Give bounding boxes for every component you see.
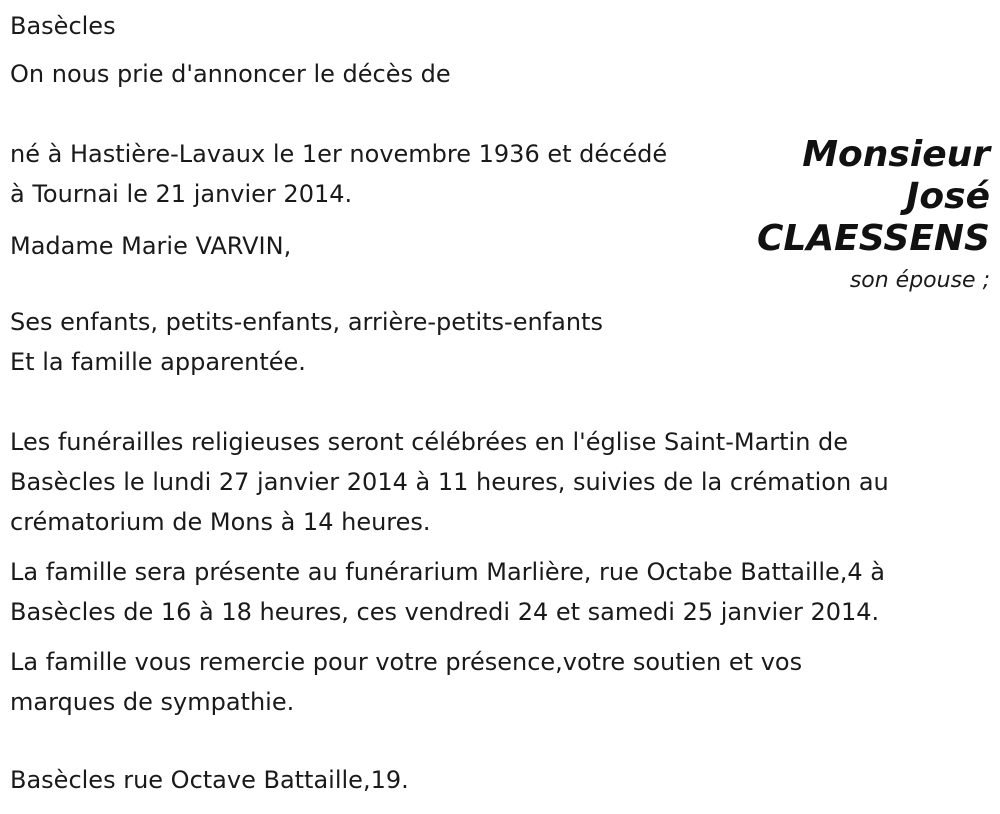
funeral-line-3: crématorium de Mons à 14 heures. [10,508,431,536]
thanks-line-1: La famille vous remercie pour votre présence,votre soutien et vos [10,648,803,676]
thanks-line-2: marques de sympathie. [10,688,295,716]
deceased-last-name: CLAESSENS [756,218,990,259]
funeral-line-2: Basècles le lundi 27 janvier 2014 à 11 heures, suivies de la crémation au [10,468,889,496]
birth-death-line-2: à Tournai le 21 janvier 2014. [10,180,353,208]
intro-text: On nous prie d'annoncer le décès de [10,60,451,88]
visitation-line-1: La famille sera présente au funérarium Marlière, rue Octabe Battaille,4 à [10,558,886,586]
deceased-first-name: José [906,176,990,217]
address-line: Basècles rue Octave Battaille,19. [10,766,409,794]
family-line-1: Ses enfants, petits-enfants, arrière-petits-enfants [10,308,603,336]
deceased-title: Monsieur [802,134,990,175]
spouse-name: Madame Marie VARVIN, [10,232,292,260]
funeral-line-1: Les funérailles religieuses seront célébrées en l'église Saint-Martin de [10,428,849,456]
birth-death-line-1: né à Hastière-Lavaux le 1er novembre 1936 et décédé [10,140,668,168]
family-line-2: Et la famille apparentée. [10,348,306,376]
deceased-name [757,134,990,260]
visitation-line-2: Basècles de 16 à 18 heures, ces vendredi 24 et samedi 25 janvier 2014. [10,598,880,626]
locality-heading: Basècles [10,12,116,40]
spouse-label: son épouse ; [849,268,990,293]
